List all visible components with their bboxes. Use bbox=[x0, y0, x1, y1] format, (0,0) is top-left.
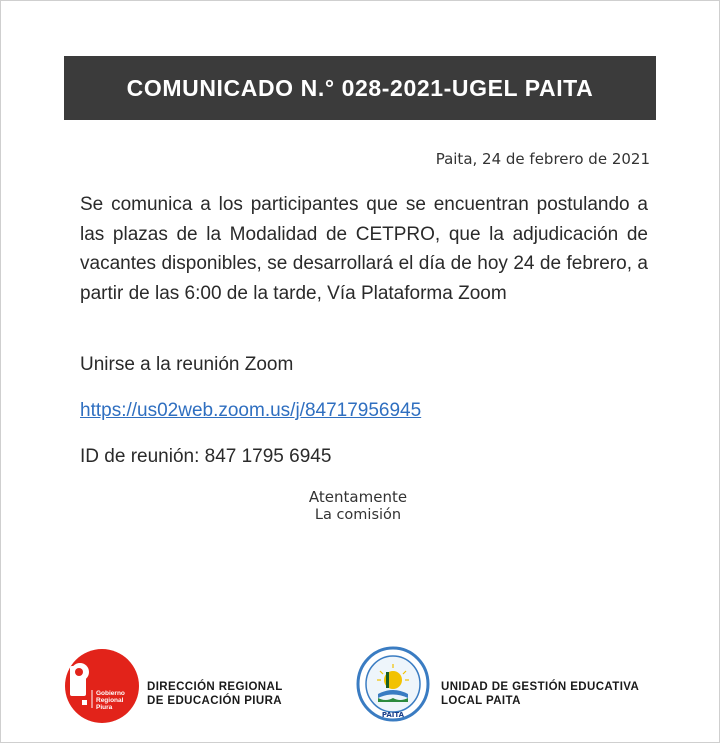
zoom-meeting-link[interactable]: https://us02web.zoom.us/j/84717956945 bbox=[80, 400, 422, 421]
gobierno-regional-piura-logo bbox=[64, 648, 140, 724]
gobierno-logo-text bbox=[96, 690, 125, 711]
join-zoom-text: Unirse a la reunión Zoom bbox=[80, 354, 294, 375]
seal-bottom-text: PAITA bbox=[381, 711, 405, 719]
date-line: Paita, 24 de febrero de 2021 bbox=[435, 150, 650, 168]
left-org-name bbox=[147, 680, 283, 708]
page-title: COMUNICADO N.° 028-2021-UGEL PAITA bbox=[64, 56, 656, 120]
logo-text-line3: Piura bbox=[96, 704, 113, 711]
meeting-id-text: ID de reunión: 847 1795 6945 bbox=[80, 446, 332, 467]
right-org-line2: LOCAL PAITA bbox=[441, 695, 521, 707]
right-org-name bbox=[441, 680, 639, 708]
logo-text-line2: Regional bbox=[96, 697, 124, 704]
announcement-paragraph: Se comunica a los participantes que se encuentran postulando a las plazas de la Modalidad de CETPRO, que la adjudicación de vacantes disponibles, se desarrollará el día de hoy 24 de febrero, a partir de las 6:00 de la tarde, Vía Plataforma Zoom bbox=[80, 194, 648, 304]
signature-closing: Atentamente bbox=[308, 488, 408, 506]
signature-signer: La comisión bbox=[314, 507, 402, 523]
ugel-paita-seal-icon bbox=[356, 646, 430, 722]
left-org-line1: DIRECCIÓN REGIONAL bbox=[147, 681, 283, 693]
logo-text-line1: Gobierno bbox=[96, 690, 125, 697]
signature-block bbox=[300, 488, 416, 524]
left-org-line2: DE EDUCACIÓN PIURA bbox=[147, 695, 282, 707]
right-org-line1: UNIDAD DE GESTIÓN EDUCATIVA bbox=[441, 681, 640, 693]
